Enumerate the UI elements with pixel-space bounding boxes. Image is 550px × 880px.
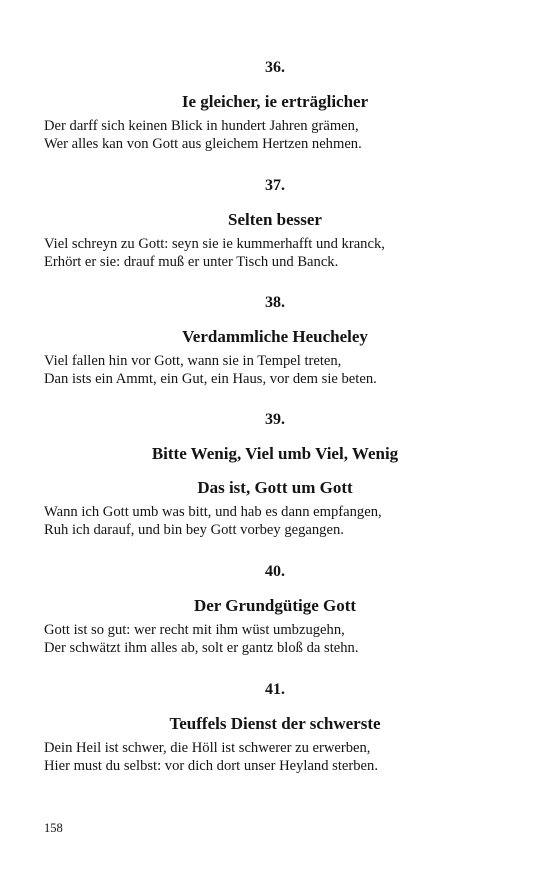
- epigram-number: 39.: [265, 411, 285, 428]
- verse-line: Der schwätzt ihm alles ab, solt er gantz bloß da stehn.: [44, 640, 359, 656]
- epigram-number: 40.: [265, 563, 285, 580]
- epigram-36: [44, 58, 506, 153]
- book-page: [44, 0, 506, 880]
- epigram-verses: [44, 117, 506, 153]
- epigram-40: [44, 562, 506, 657]
- epigram-title: Der Grundgütige Gott: [193, 596, 357, 615]
- page-number: 158: [44, 821, 63, 835]
- verse-line: Wann ich Gott umb was bitt, und hab es dann empfangen,: [44, 504, 382, 520]
- verse-line: Ruh ich darauf, und bin bey Gott vorbey gegangen.: [44, 522, 344, 538]
- epigram-verses: [44, 621, 506, 657]
- verse-line: Dein Heil ist schwer, die Höll ist schwerer zu erwerben,: [44, 740, 371, 756]
- epigram-subtitle: Das ist, Gott um Gott: [197, 478, 353, 497]
- verse-line: Hier must du selbst: vor dich dort unser Heyland sterben.: [44, 758, 378, 774]
- epigram-39: [44, 410, 506, 539]
- epigram-verses: [44, 235, 506, 271]
- epigram-37: [44, 176, 506, 271]
- epigram-verses: [44, 739, 506, 775]
- verse-line: Viel schreyn zu Gott: seyn sie ie kummerhafft und kranck,: [44, 236, 385, 252]
- verse-line: Der darff sich keinen Blick in hundert Jahren grämen,: [44, 118, 359, 134]
- epigram-number: 41.: [265, 681, 285, 698]
- verse-line: Gott ist so gut: wer recht mit ihm wüst umbzugehn,: [44, 622, 345, 638]
- epigram-title: Verdammliche Heucheley: [182, 327, 368, 346]
- epigram-38: [44, 293, 506, 388]
- epigram-number: 36.: [265, 59, 285, 76]
- epigram-number: 38.: [265, 294, 285, 311]
- verse-line: Erhört er sie: drauf muß er unter Tisch und Banck.: [44, 254, 339, 270]
- verse-line: Viel fallen hin vor Gott, wann sie in Tempel treten,: [44, 353, 342, 369]
- epigram-verses: [44, 503, 506, 539]
- epigram-title: Teuffels Dienst der schwerste: [169, 714, 381, 733]
- epigram-41: [44, 680, 506, 775]
- verse-line: Dan ists ein Ammt, ein Gut, ein Haus, vor dem sie beten.: [44, 371, 377, 387]
- epigram-number: 37.: [265, 177, 285, 194]
- epigram-verses: [44, 352, 506, 388]
- epigram-title: Selten besser: [228, 210, 322, 229]
- epigram-title: Bitte Wenig, Viel umb Viel, Wenig: [151, 444, 399, 463]
- verse-line: Wer alles kan von Gott aus gleichem Hertzen nehmen.: [44, 136, 362, 152]
- epigram-title: Ie gleicher, ie erträglicher: [181, 92, 369, 111]
